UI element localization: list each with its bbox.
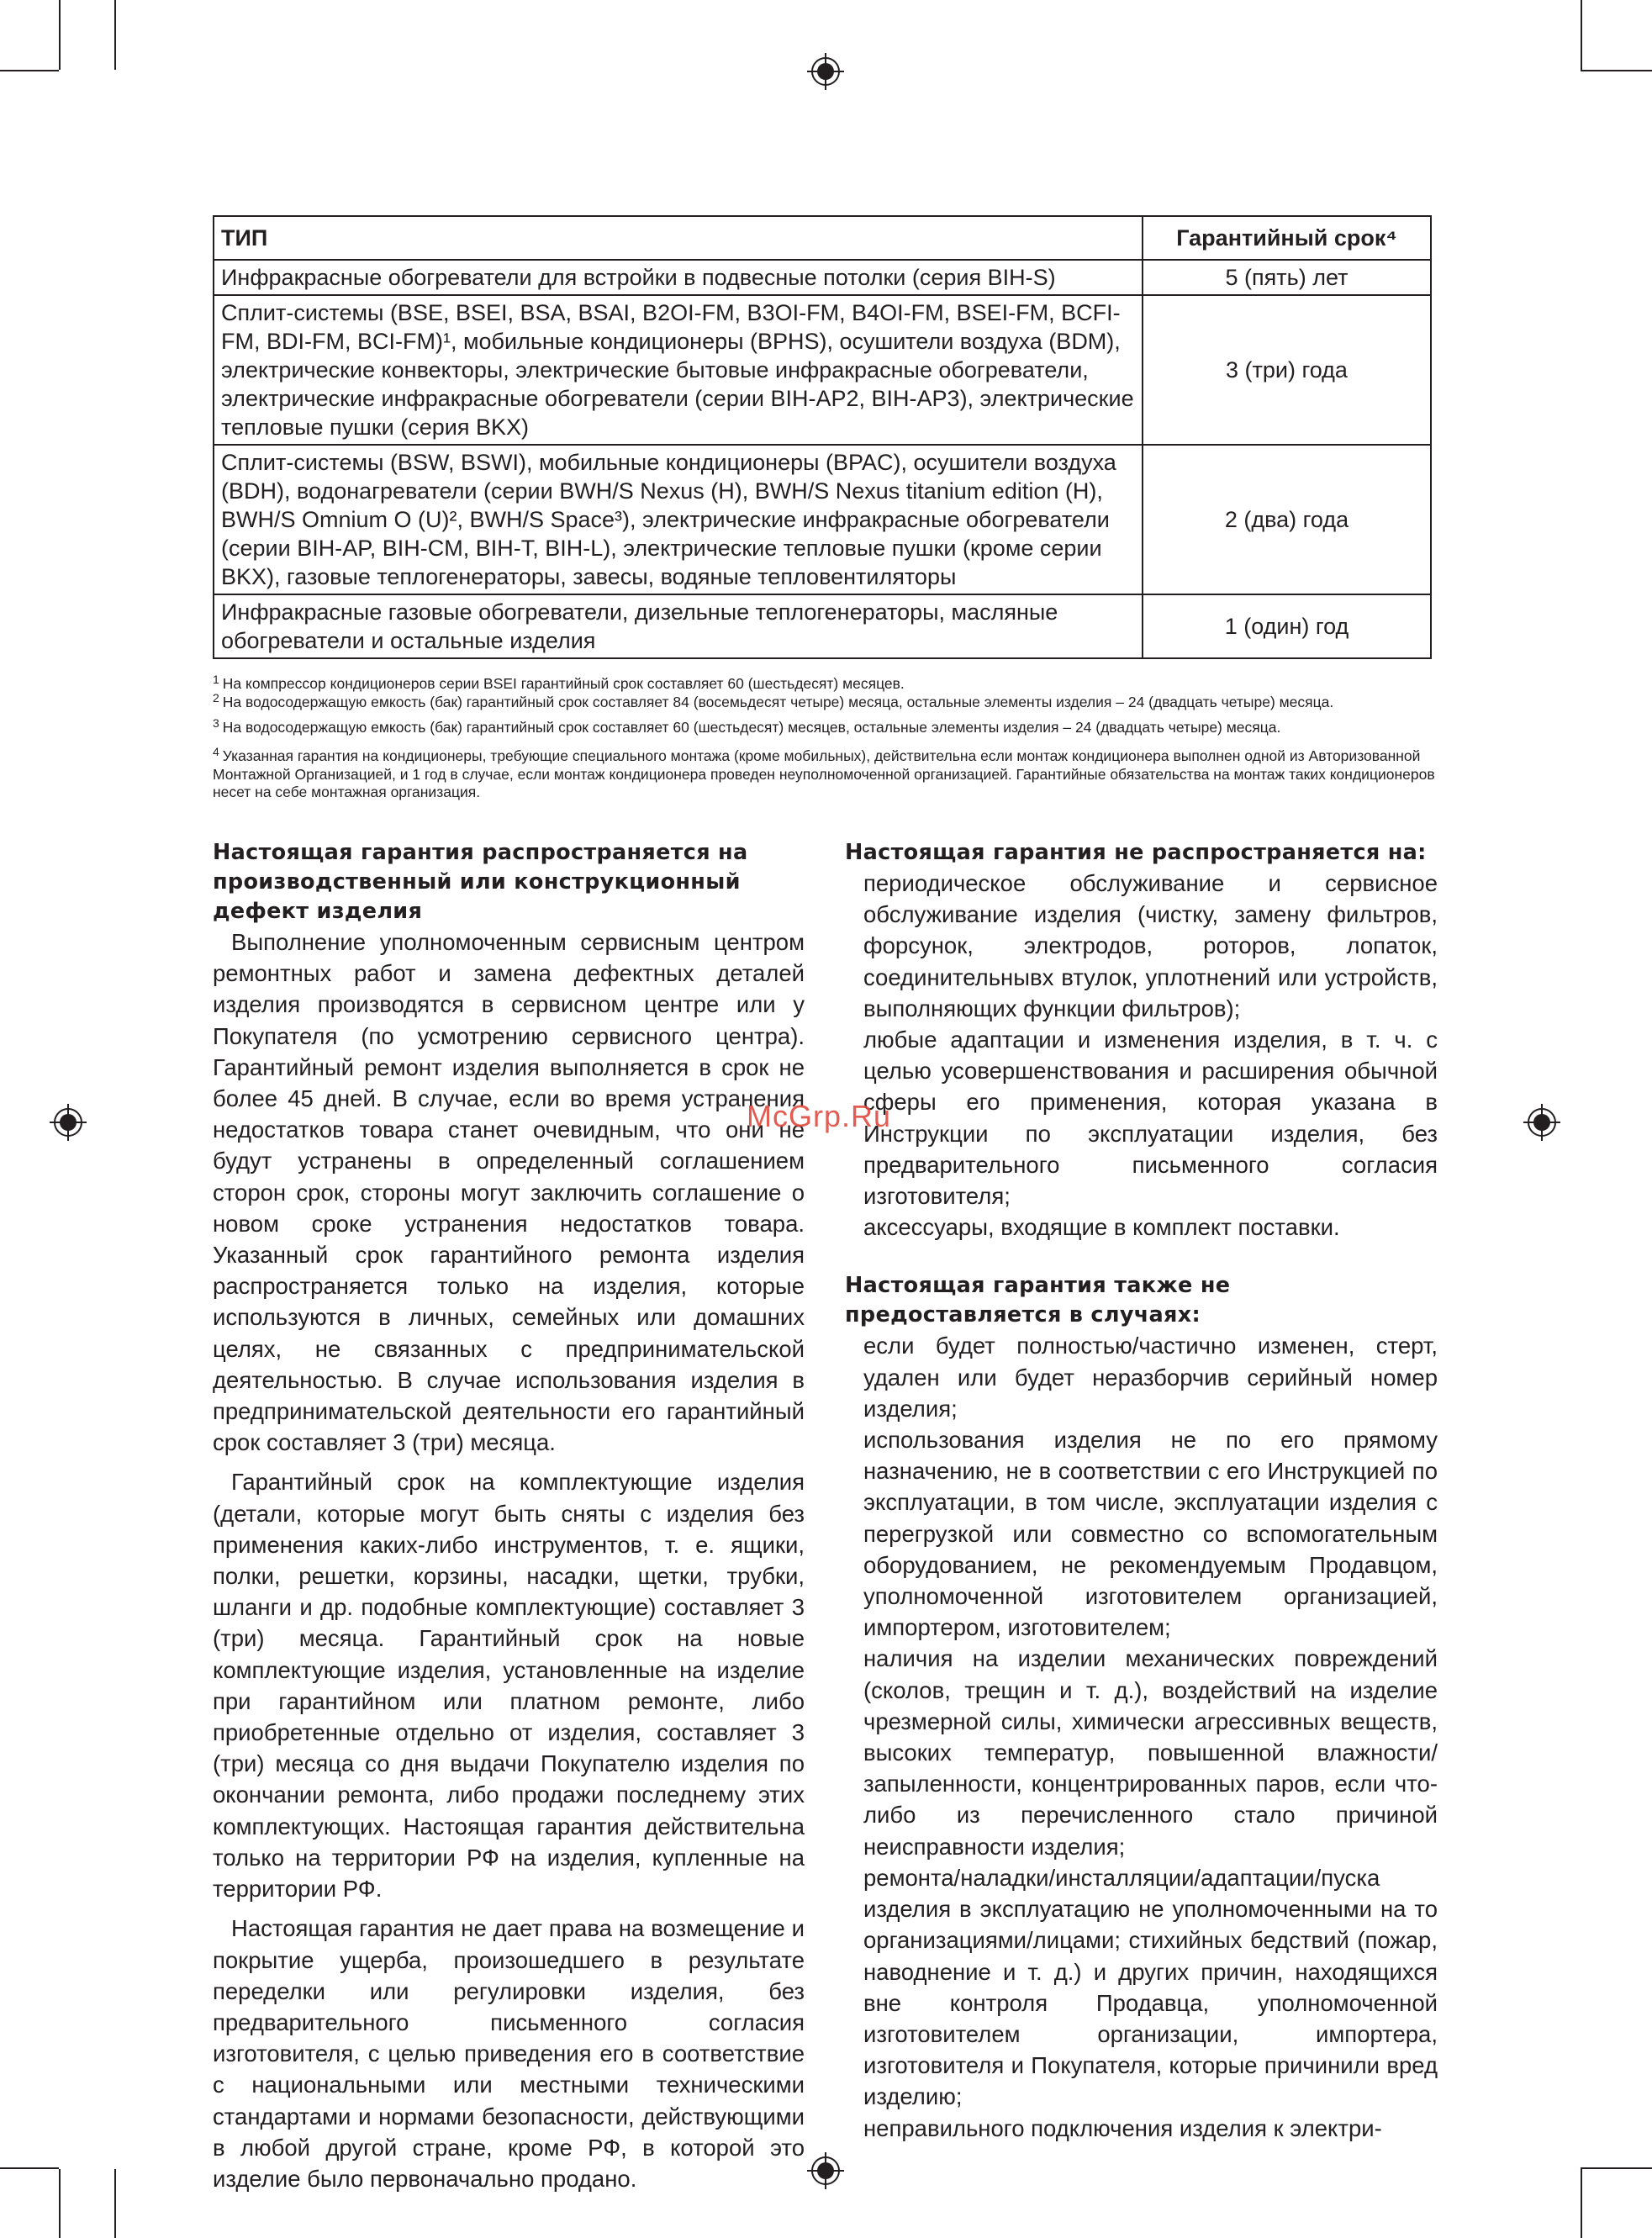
footnote	[213, 716, 1436, 737]
term-cell: 2 (два) года	[1143, 445, 1431, 594]
footnote	[213, 691, 1436, 712]
footnote	[213, 747, 1436, 801]
type-cell: Инфракрасные газовые обогреватели, дизельные теплогенераторы, масляные обогреватели и остальные изделия	[214, 594, 1143, 658]
crop-mark	[0, 70, 59, 71]
right-column	[845, 838, 1438, 2144]
list-item: если будет полностью/частично изменен, стерт, удален или будет неразборчив серийный номер изделия;	[863, 1333, 1438, 1422]
crop-mark	[1581, 0, 1582, 70]
table-row	[214, 295, 1431, 445]
list-item: любые адаптации и изменения изделия, в т. ч. с целью усовершенствования и расширения обычной сферы его применения, которая указана в Инструкции по эксплуатации изделия, без предварительного письменного согласия изготовителя;	[863, 1027, 1438, 1210]
crop-mark	[1581, 2169, 1582, 2238]
term-cell: 1 (один) год	[1143, 594, 1431, 658]
table-row	[214, 445, 1431, 594]
type-cell: Инфракрасные обогреватели для встройки в подвесные потолки (серия BIH-S)	[214, 260, 1143, 295]
paragraph: Выполнение уполномоченным сервисным центром ремонтных работ и замена дефектных деталей изделия производятся в сервисном центре или у Покупателя (по усмотрению сервисного центра). Гарантийный ремонт изделия выполняется в срок не более 45 дней. В случае, если во время устранения недостатков товара станет очевидным, что они не будут устранены в определенный соглашением сторон срок, стороны могут заключить соглашение о новом сроке устранения недостатков товара. Указанный срок гарантийного ремонта изделия распространяется только на изделия, которые используются в личных, семейных или домашних целях, не связанных с предпринимательской деятельностью. В случае использования изделия в предпринимательской деятельности его гарантийный срок составляет 3 (три) месяца.	[213, 929, 805, 1456]
footnotes	[213, 675, 1436, 801]
registration-mark-icon	[807, 2152, 844, 2189]
footnote-number: 2	[213, 691, 219, 705]
crop-mark	[114, 0, 116, 70]
term-cell: 3 (три) года	[1143, 295, 1431, 445]
table-row	[214, 260, 1431, 295]
list-item: неправильного подключения изделия к электри-	[863, 2114, 1382, 2141]
type-column-header: ТИП	[214, 216, 1143, 260]
registration-mark-icon	[1523, 1104, 1560, 1141]
list-item: периодическое обслуживание и сервисное обслуживание изделия (чистку, замену фильтров, форсунок, электродов, роторов, лопаток, соединительнывх втулок, уплотнений или устройств, выполняющих функции фильтров);	[863, 870, 1438, 1021]
section-heading: Настоящая гарантия также не предоставляется в случаях:	[845, 1273, 1231, 1328]
term-cell: 5 (пять) лет	[1143, 260, 1431, 295]
type-cell: Сплит-системы (BSW, BSWI), мобильные кондиционеры (BPAC), осушители воздуха (BDH), водонагреватели (серии BWH/S Nexus (H), BWH/S Nexus titanium edition (H), BWH/S Omnium O (U)², BWH/S Space³), электрические инфракрасные обогреватели (серии BIH-AP, BIH-CM, BIH-T, BIH-L), электрические тепловые пушки (кроме серии BKX), газовые теплогенераторы, завесы, водяные тепловентиляторы	[214, 445, 1143, 594]
list-item: аксессуары, входящие в комплект поставки.	[863, 1214, 1340, 1241]
registration-mark-icon	[50, 1104, 87, 1141]
left-column	[213, 838, 805, 2194]
footnote-number: 3	[213, 716, 219, 730]
footnote-text: Указанная гарантия на кондиционеры, требующие специального монтажа (кроме мобильных), действительна если монтаж кондиционера выполнен одной из Авторизованной Монтажной Организацией, и 1 год в случае, если монтаж кондиционера проведен неуполномоченной организацией. Гарантийные обязательства на монтаж таких кондиционеров несет на себе монтажная организация.	[213, 747, 1435, 800]
crop-mark	[59, 2169, 61, 2238]
term-column-header: Гарантийный срок⁴	[1143, 216, 1431, 260]
footnote-number: 4	[213, 745, 219, 758]
footnote-number: 1	[213, 673, 219, 686]
paragraph: Настоящая гарантия не дает права на возмещение и покрытие ущерба, произошедшего в результате переделки или регулировки изделия, без предварительного письменного согласия изготовителя, с целью приведения его в соответствие с национальными или местными техническими стандартами и нормами безопасности, действующими в любой другой стране, кроме РФ, в которой это изделие было первоначально продано.	[213, 1915, 805, 2192]
section-heading: Настоящая гарантия распространяется на производственный или конструкционный дефект изделия	[213, 840, 748, 924]
crop-mark	[114, 2169, 116, 2238]
crop-mark	[1581, 2167, 1652, 2169]
crop-mark	[1581, 70, 1652, 71]
registration-mark-icon	[807, 53, 844, 90]
list-item: наличия на изделии механических повреждений (сколов, трещин и т. д.), воздействий на изделие чрезмерной силы, химически агрессивных веществ, высоких температур, повышенной влажности/запыленности, концентрированных паров, если что-либо из перечисленного стало причиной неисправности изделия;	[863, 1645, 1438, 1860]
watermark: McGrp.Ru	[747, 1099, 892, 1133]
crop-mark	[59, 0, 61, 70]
footnote-text: На водосодержащую емкость (бак) гарантийный срок составляет 60 (шестьдесят) месяцев, остальные элементы изделия – 24 (двадцать четыре) месяца.	[222, 719, 1281, 736]
table-header-row	[214, 216, 1431, 260]
warranty-table	[213, 215, 1432, 659]
list-item: использования изделия не по его прямому назначению, не в соответствии с его Инструкцией по эксплуатации, в том числе, эксплуатации изделия с перегрузкой или совместно со вспомогательным оборудованием, не рекомендуемым Продавцом, уполномоченной изготовителем организацией, импортером, изготовителем;	[863, 1427, 1438, 1641]
type-cell: Сплит-системы (BSE, BSEI, BSA, BSAI, B2OI-FM, B3OI-FM, B4OI-FM, BSEI-FM, BCFI-FM, BDI-FM, BCI-FM)¹, мобильные кондиционеры (BPHS), осушители воздуха (BDM), электрические конвекторы, электрические бытовые инфракрасные обогреватели, электрические инфракрасные обогреватели (серии BIH-AP2, BIH-AP3), электрические тепловые пушки (серия BKX)	[214, 295, 1143, 445]
footnote	[213, 675, 1436, 694]
table-row	[214, 594, 1431, 658]
footnote-text: На компрессор кондиционеров серии BSEI гарантийный срок составляет 60 (шестьдесят) месяцев.	[222, 675, 905, 692]
paragraph: Гарантийный срок на комплектующие изделия (детали, которые могут быть сняты с изделия без применения каких-либо инструментов, т. е. ящики, полки, решетки, корзины, насадки, щетки, трубки, шланги и др. подобные комплектующие) составляет 3 (три) месяца. Гарантийный срок на новые комплектующие изделия, установленные на изделие при гарантийном или платном ремонте, либо приобретенные отдельно от изделия, составляет 3 (три) месяца со дня выдачи Покупателю изделия по окончании ремонта, либо продажи последнему этих комплектующих. Настоящая гарантия действительна только на территории РФ на изделия, купленные на территории РФ.	[213, 1469, 805, 1903]
section-heading: Настоящая гарантия не распространяется на:	[845, 840, 1427, 865]
footnote-text: На водосодержащую емкость (бак) гарантийный срок составляет 84 (восемьдесят четыре) месяца, остальные элементы изделия – 24 (двадцать четыре) месяца.	[222, 694, 1334, 710]
list-item: ремонта/наладки/инсталляции/адаптации/пуска изделия в эксплуатацию не уполномоченными на то организациями/лицами; стихийных бедствий (пожар, наводнение и т. д.) и других причин, находящихся вне контроля Продавца, уполномоченной изготовителем организации, импортера, изготовителя и Покупателя, которые причинили вред изделию;	[863, 1864, 1438, 2110]
crop-mark	[0, 2167, 59, 2169]
